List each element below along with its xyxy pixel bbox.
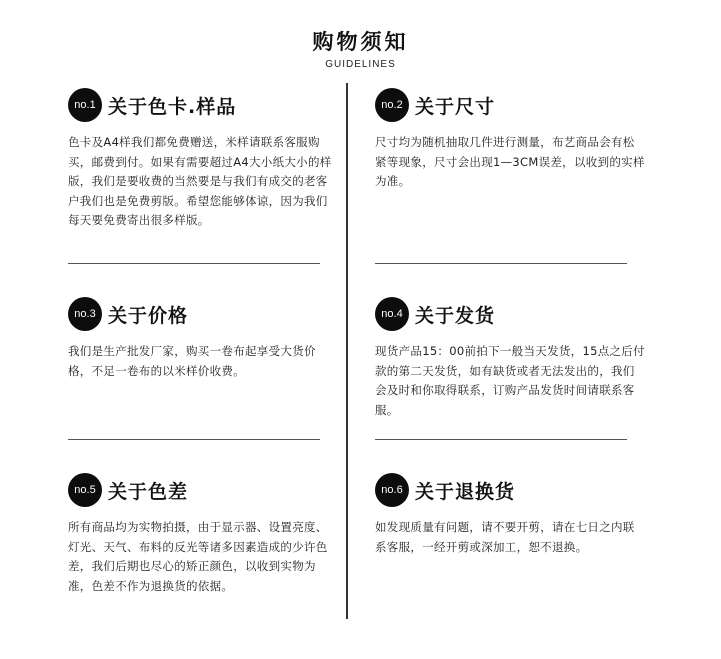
section-divider xyxy=(68,439,320,440)
section-header xyxy=(375,472,645,508)
section-body: 现货产品15：00前拍下一般当天发货，15点之后付款的第二天发货，如有缺货或者无法发出的，我们会及时和你取得联系，订购产品发货时间请联系客服。 xyxy=(375,344,645,417)
section-body: 色卡及A4样我们都免费赠送，米样请联系客服购买，邮费到付。如果有需要超过A4大小纸大小的样版，我们是要收费的当然要是与我们有成交的老客户我们也是免费剪版。希望您能够体谅，因为我们每天要免费寄出很多样版。 xyxy=(68,135,332,227)
section-header xyxy=(68,472,338,508)
section-title: 关于尺寸 xyxy=(415,95,496,118)
section-returns xyxy=(375,472,645,557)
section-size xyxy=(375,87,645,192)
section-header xyxy=(375,87,645,123)
page-header xyxy=(0,26,721,70)
section-price xyxy=(68,296,338,381)
section-header xyxy=(375,296,645,332)
section-divider xyxy=(375,439,627,440)
section-color-card-samples xyxy=(68,87,338,231)
section-title: 关于色差 xyxy=(108,480,189,503)
section-number-badge: no.5 xyxy=(68,473,102,507)
section-divider xyxy=(68,263,320,264)
section-number-badge: no.1 xyxy=(68,88,102,122)
section-body: 所有商品均为实物拍摄，由于显示器、设置亮度、灯光、天气、布料的反光等诸多因素造成的少许色差，我们后期也尽心的矫正颜色，以收到实物为准，色差不作为退换货的依据。 xyxy=(68,520,328,593)
section-body: 我们是生产批发厂家，购买一卷布起享受大货价格，不足一卷布的以米样价收费。 xyxy=(68,344,316,378)
section-divider xyxy=(375,263,627,264)
section-header xyxy=(68,87,338,123)
section-title: 关于色卡.样品 xyxy=(108,95,237,118)
section-body: 尺寸均为随机抽取几件进行测量，布艺商品会有松紧等现象，尺寸会出现1—3CM误差，以收到的实样为准。 xyxy=(375,135,645,188)
section-number-badge: no.6 xyxy=(375,473,409,507)
section-number-badge: no.4 xyxy=(375,297,409,331)
section-title: 关于退换货 xyxy=(415,480,516,503)
page-title: 购物须知 xyxy=(312,30,409,54)
section-body: 如发现质量有问题，请不要开剪，请在七日之内联系客服，一经开剪或深加工，恕不退换。 xyxy=(375,520,635,554)
page-subtitle: GUIDELINES xyxy=(325,59,396,70)
section-title: 关于发货 xyxy=(415,304,496,327)
center-divider xyxy=(346,83,348,619)
section-title: 关于价格 xyxy=(108,304,189,327)
section-header xyxy=(68,296,338,332)
section-shipping xyxy=(375,296,645,420)
section-color-difference xyxy=(68,472,338,596)
section-number-badge: no.3 xyxy=(68,297,102,331)
section-number-badge: no.2 xyxy=(375,88,409,122)
